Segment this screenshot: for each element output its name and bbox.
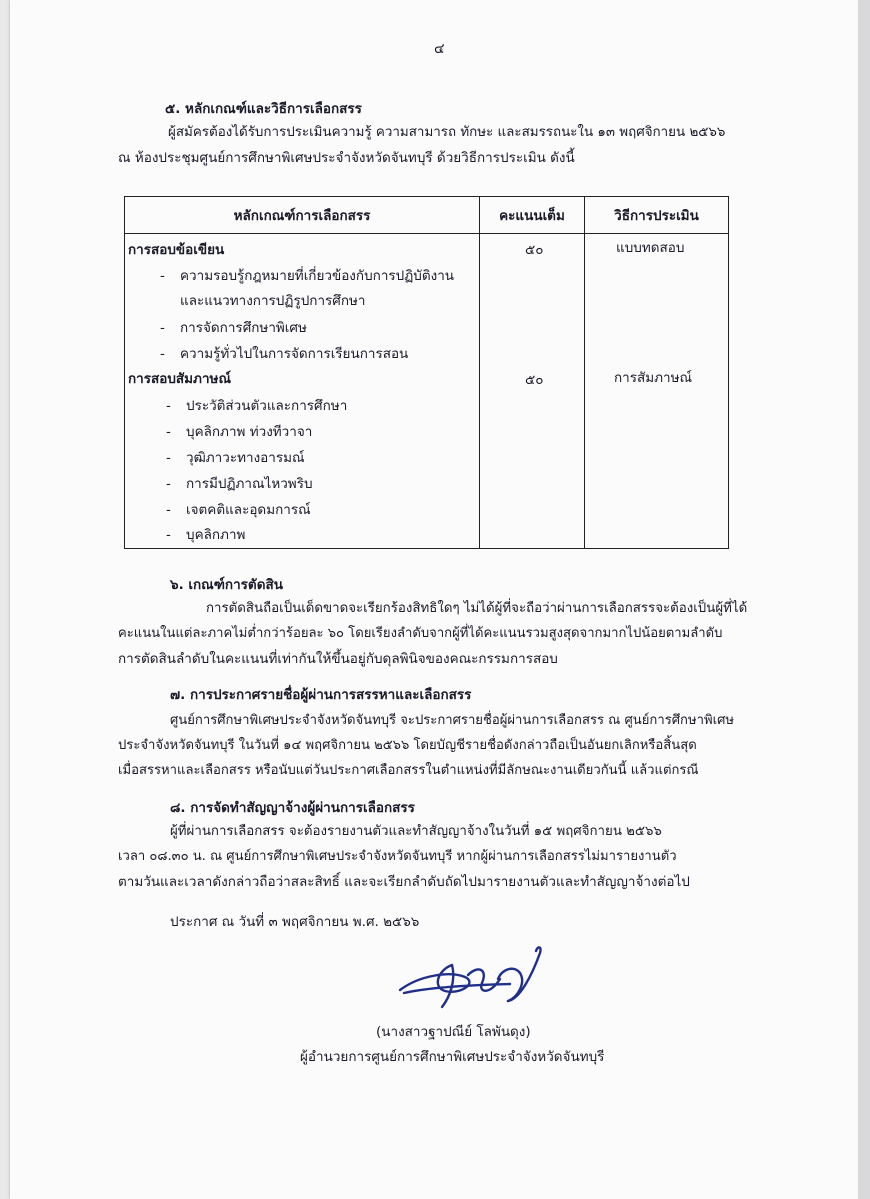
section7-heading: ๗. การประกาศรายชื่อผู้ผ่านการสรรหาและเลือกสรร	[170, 687, 472, 703]
group2-item: บุคลิกภาพ ท่วงทีวาจา	[186, 424, 313, 440]
group1-bullet: -	[160, 320, 165, 336]
group1-item: ความรู้ทั่วไปในการจัดการเรียนการสอน	[180, 346, 409, 362]
signer-name: (นางสาวฐาปณีย์ โลพันดุง)	[376, 1024, 531, 1040]
page-edge	[858, 0, 870, 1199]
group2-bullet: -	[166, 527, 171, 543]
group1-bullet: -	[160, 268, 165, 284]
section7-line2: ประจำจังหวัดจันทบุรี ในวันที่ ๑๔ พฤศจิกายน ๒๕๖๖ โดยบัญชีรายชื่อดังกล่าวถือเป็นอันยกเลิกหรือสิ้นสุด	[118, 738, 697, 753]
section8-line1: ผู้ที่ผ่านการเลือกสรร จะต้องรายงานตัวและทำสัญญาจ้างในวันที่ ๑๕ พฤศจิกายน ๒๕๖๖	[170, 824, 662, 839]
group2-item: ประวัติส่วนตัวและการศึกษา	[186, 398, 348, 414]
table-header-method: วิธีการประเมิน	[585, 197, 729, 234]
section5-line2: ณ ห้องประชุมศูนย์การศึกษาพิเศษประจำจังหวัดจันทบุรี ด้วยวิธีการประเมิน ดังนี้	[118, 150, 575, 166]
score-cell	[480, 234, 585, 549]
group1-score: ๕๐	[525, 242, 544, 258]
group2-item: วุฒิภาวะทางอารมณ์	[186, 450, 305, 466]
group1-method: แบบทดสอบ	[616, 240, 685, 256]
handwritten-signature	[390, 935, 590, 1025]
section8-line2: เวลา ๐๘.๓๐ น. ณ ศูนย์การศึกษาพิเศษประจำจังหวัดจันทบุรี หากผู้ผ่านการเลือกสรรไม่มารายงานตัว	[118, 849, 677, 864]
method-cell	[585, 234, 729, 549]
group2-bullet: -	[166, 424, 171, 440]
group2-bullet: -	[166, 502, 171, 518]
group2-bullet: -	[166, 450, 171, 466]
group1-title: การสอบข้อเขียน	[128, 242, 225, 258]
section8-line3: ตามวันและเวลาดังกล่าวถือว่าสละสิทธิ์ และจะเรียกลำดับถัดไปมารายงานตัวและทำสัญญาจ้างต่อไป	[118, 874, 690, 890]
section6-line1: การตัดสินถือเป็นเด็ดขาดจะเรียกร้องสิทธิใดๆ ไม่ได้ผู้ที่จะถือว่าผ่านการเลือกสรรจะต้องเป็นผู้ที่ได้	[206, 601, 748, 616]
group2-bullet: -	[166, 398, 171, 414]
section6-line2: คะแนนในแต่ละภาคไม่ต่ำกว่าร้อยละ ๖๐ โดยเรียงลำดับจากผู้ที่ได้คะแนนรวมสูงสุดจากมากไปน้อยตามลำดับ	[118, 626, 723, 641]
section6-heading: ๖. เกณฑ์การตัดสิน	[170, 577, 283, 593]
section8-heading: ๘. การจัดทำสัญญาจ้างผู้ผ่านการเลือกสรร	[170, 800, 415, 816]
document-page	[10, 0, 858, 1199]
section5-line1: ผู้สมัครต้องได้รับการประเมินความรู้ ความสามารถ ทักษะ และสมรรถนะใน ๑๓ พฤศจิกายน ๒๕๖๖	[168, 125, 726, 140]
table-header-score: คะแนนเต็ม	[480, 197, 585, 234]
group1-item: การจัดการศึกษาพิเศษ	[180, 320, 307, 336]
group1-bullet: -	[160, 346, 165, 362]
signer-title: ผู้อำนวยการศูนย์การศึกษาพิเศษประจำจังหวัดจันทบุรี	[300, 1049, 605, 1065]
criteria-cell	[125, 234, 480, 549]
section7-line1: ศูนย์การศึกษาพิเศษประจำจังหวัดจันทบุรี จะประกาศรายชื่อผู้ผ่านการเลือกสรร ณ ศูนย์การศึกษาพิเศษ	[170, 713, 735, 728]
group2-item: เจตคติและอุดมการณ์	[186, 502, 311, 518]
criteria-table	[124, 196, 729, 549]
page-number: ๔	[434, 41, 445, 57]
group2-score: ๕๐	[525, 372, 544, 388]
group2-item: บุคลิกภาพ	[186, 527, 246, 543]
group2-bullet: -	[166, 476, 171, 492]
group1-item: และแนวทางการปฏิรูปการศึกษา	[180, 293, 366, 309]
group2-title: การสอบสัมภาษณ์	[128, 371, 231, 387]
group2-method: การสัมภาษณ์	[614, 370, 693, 386]
section7-line3: เมื่อสรรหาและเลือกสรร หรือนับแต่วันประกาศเลือกสรรในตำแหน่งที่มีลักษณะงานเดียวกันนี้ แล้วแต่กรณี	[118, 763, 699, 778]
table-header-criteria: หลักเกณฑ์การเลือกสรร	[125, 197, 480, 234]
group2-item: การมีปฏิภาณไหวพริบ	[186, 476, 313, 492]
section6-line3: การตัดสินลำดับในคะแนนที่เท่ากันให้ขึ้นอยู่กับดุลพินิจของคณะกรรมการสอบ	[118, 651, 558, 667]
section5-heading: ๕. หลักเกณฑ์และวิธีการเลือกสรร	[165, 101, 362, 117]
group1-item: ความรอบรู้กฎหมายที่เกี่ยวข้องกับการปฏิบัติงาน	[180, 268, 455, 284]
announcement-date: ประกาศ ณ วันที่ ๓ พฤศจิกายน พ.ศ. ๒๕๖๖	[170, 914, 420, 930]
